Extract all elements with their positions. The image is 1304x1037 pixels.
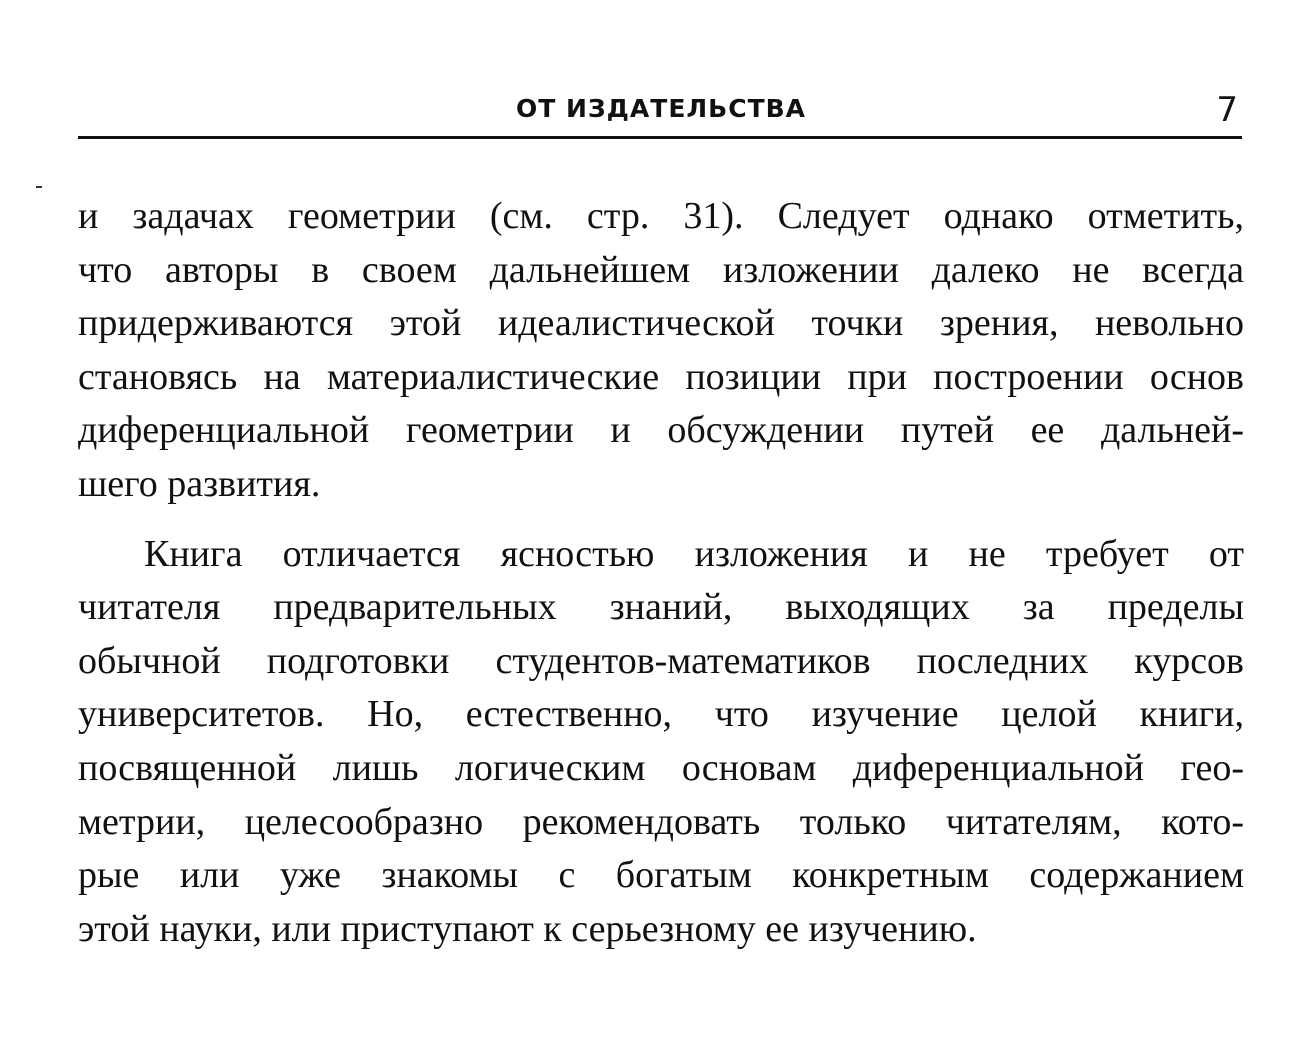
- text-line: придерживаются этой идеалистической точки зрения, невольно: [78, 302, 1244, 345]
- text-line: что авторы в своем дальнейшем изложении далеко не всегда: [78, 248, 1244, 291]
- print-speck: [36, 186, 42, 188]
- text-line-last: этой науки, или приступают к серьезному ее изучению.: [78, 907, 977, 950]
- page-number: 7: [1216, 90, 1238, 130]
- text-line-last: шего развития.: [78, 462, 321, 505]
- body-text: [78, 190, 1244, 956]
- paragraph-2: [78, 528, 1244, 957]
- text-line: университетов. Но, естественно, что изучение целой книги,: [78, 693, 1244, 736]
- text-line: метрии, целесообразно рекомендовать только читателям, кото-: [78, 800, 1244, 843]
- text-line: диференциальной геометрии и обсуждении путей ее дальней-: [78, 409, 1244, 452]
- text-line: обычной подготовки студентов-математиков последних курсов: [78, 639, 1244, 682]
- header-rule: [78, 136, 1242, 139]
- text-line: читателя предварительных знаний, выходящих за пределы: [78, 586, 1244, 629]
- text-line: рые или уже знакомы с богатым конкретным содержанием: [78, 854, 1244, 897]
- text-line-indented: Книга отличается ясностью изложения и не требует от: [144, 532, 1244, 575]
- paragraph-1: [78, 190, 1244, 512]
- running-title: ОТ ИЗДАТЕЛЬСТВА: [515, 94, 807, 123]
- paragraph-gap: [78, 512, 1244, 528]
- text-line: становясь на материалистические позиции при построении основ: [78, 355, 1244, 398]
- running-head: [78, 92, 1244, 132]
- text-line: посвященной лишь логическим основам диференциальной гео-: [78, 746, 1244, 789]
- text-line: и задачах геометрии (см. стр. 31). Следует однако отметить,: [78, 195, 1244, 237]
